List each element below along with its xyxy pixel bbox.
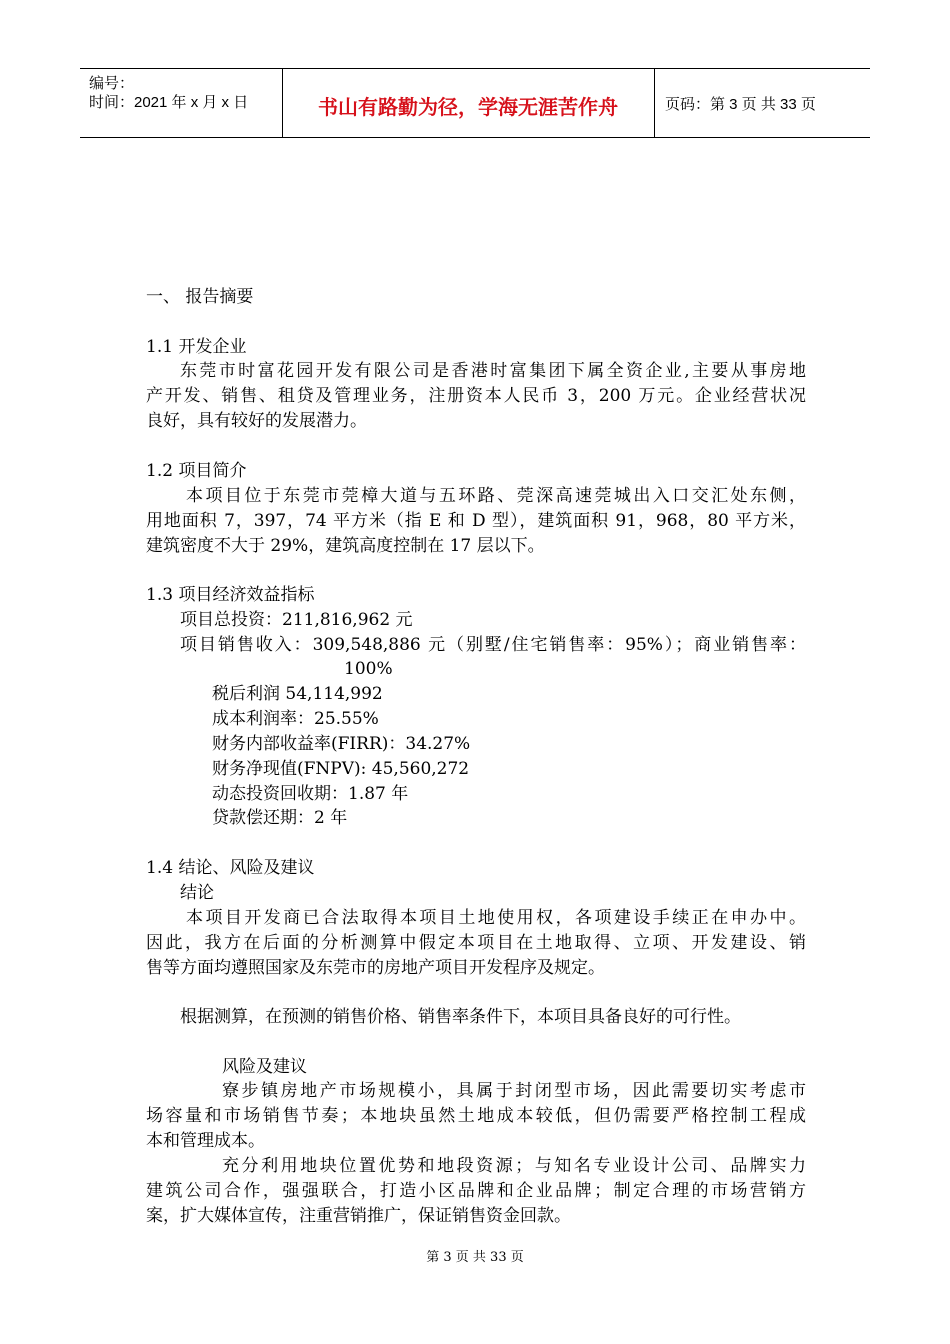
indicator-firr: 财务内部收益率(FIRR)：34.27%	[212, 734, 471, 754]
paragraph-line: 用地面积 7，397，74 平方米（指 E 和 D 型），建筑面积 91，968，80 平方米，	[146, 511, 806, 531]
paragraph-line: 本项目开发商已合法取得本项目土地使用权，各项建设手续正在申办中。	[186, 908, 806, 928]
paragraph-line: 寮步镇房地产市场规模小，具属于封闭型市场，因此需要切实考虑市	[222, 1081, 806, 1101]
paragraph-line: 产开发、销售、租贷及管理业务，注册资本人民币 3，200 万元。企业经营状况	[146, 386, 806, 406]
paragraph-line: 场容量和市场销售节奏；本地块虽然土地成本较低，但仍需要严格控制工程成	[146, 1106, 806, 1126]
document-number-label: 编号：	[89, 75, 135, 92]
page-header	[80, 68, 870, 138]
heading-1-1: 1.1 开发企业	[146, 337, 247, 357]
paragraph-line: 东莞市时富花园开发有限公司是香港时富集团下属全资企业,主要从事房地	[180, 361, 806, 381]
document-date: 时间：2021 年 x 月 x 日	[89, 94, 249, 111]
heading-1-4: 1.4 结论、风险及建议	[146, 858, 315, 878]
heading-1-3: 1.3 项目经济效益指标	[146, 585, 315, 605]
paragraph-line: 良好，具有较好的发展潜力。	[146, 411, 367, 431]
section-title: 一、 报告摘要	[146, 287, 254, 307]
paragraph-line: 售等方面均遵照国家及东莞市的房地产项目开发程序及规定。	[146, 958, 605, 978]
total-investment: 项目总投资：211,816,962 元	[180, 610, 413, 630]
paragraph-line: 本项目位于东莞市莞樟大道与五环路、莞深高速莞城出入口交汇处东侧，	[186, 486, 806, 506]
heading-1-2: 1.2 项目简介	[146, 461, 247, 481]
sales-revenue: 项目销售收入：309,548,886 元（别墅/住宅销售率：95%）；商业销售率：	[180, 635, 806, 655]
indicator-fnpv: 财务净现值(FNPV): 45,560,272	[212, 759, 470, 779]
paragraph-line: 案，扩大媒体宣传，注重营销推广，保证销售资金回款。	[146, 1206, 571, 1226]
paragraph-line: 建筑公司合作，强强联合，打造小区品牌和企业品牌；制定合理的市场营销方	[146, 1181, 806, 1201]
header-motto-cell	[282, 69, 655, 137]
header-page-info: 页码：第 3 页 共 33 页	[665, 96, 816, 113]
paragraph-line: 因此，我方在后面的分析测算中假定本项目在土地取得、立项、开发建设、销	[146, 933, 806, 953]
motto-text: 书山有路勤为径，学海无涯苦作舟	[318, 95, 618, 119]
indicator-loan-repayment: 贷款偿还期：2 年	[212, 808, 348, 828]
paragraph-line: 本和管理成本。	[146, 1131, 265, 1151]
indicator-cost-profit-ratio: 成本利润率：25.55%	[212, 709, 379, 729]
paragraph-line: 充分利用地块位置优势和地段资源；与知名专业设计公司、品牌实力	[222, 1156, 806, 1176]
indicator-after-tax-profit: 税后利润 54,114,992	[212, 684, 383, 704]
page-footer: 第 3 页 共 33 页	[426, 1250, 524, 1265]
header-page-cell	[655, 69, 870, 137]
header-meta-cell	[80, 69, 283, 137]
feasibility-statement: 根据测算，在预测的销售价格、销售率条件下，本项目具备良好的可行性。	[180, 1007, 741, 1027]
conclusion-title: 结论	[180, 883, 214, 903]
risk-title: 风险及建议	[222, 1057, 307, 1077]
sales-revenue-cont: 100%	[344, 659, 393, 679]
paragraph-line: 建筑密度不大于 29%，建筑高度控制在 17 层以下。	[146, 536, 545, 556]
indicator-payback-period: 动态投资回收期：1.87 年	[212, 784, 409, 804]
